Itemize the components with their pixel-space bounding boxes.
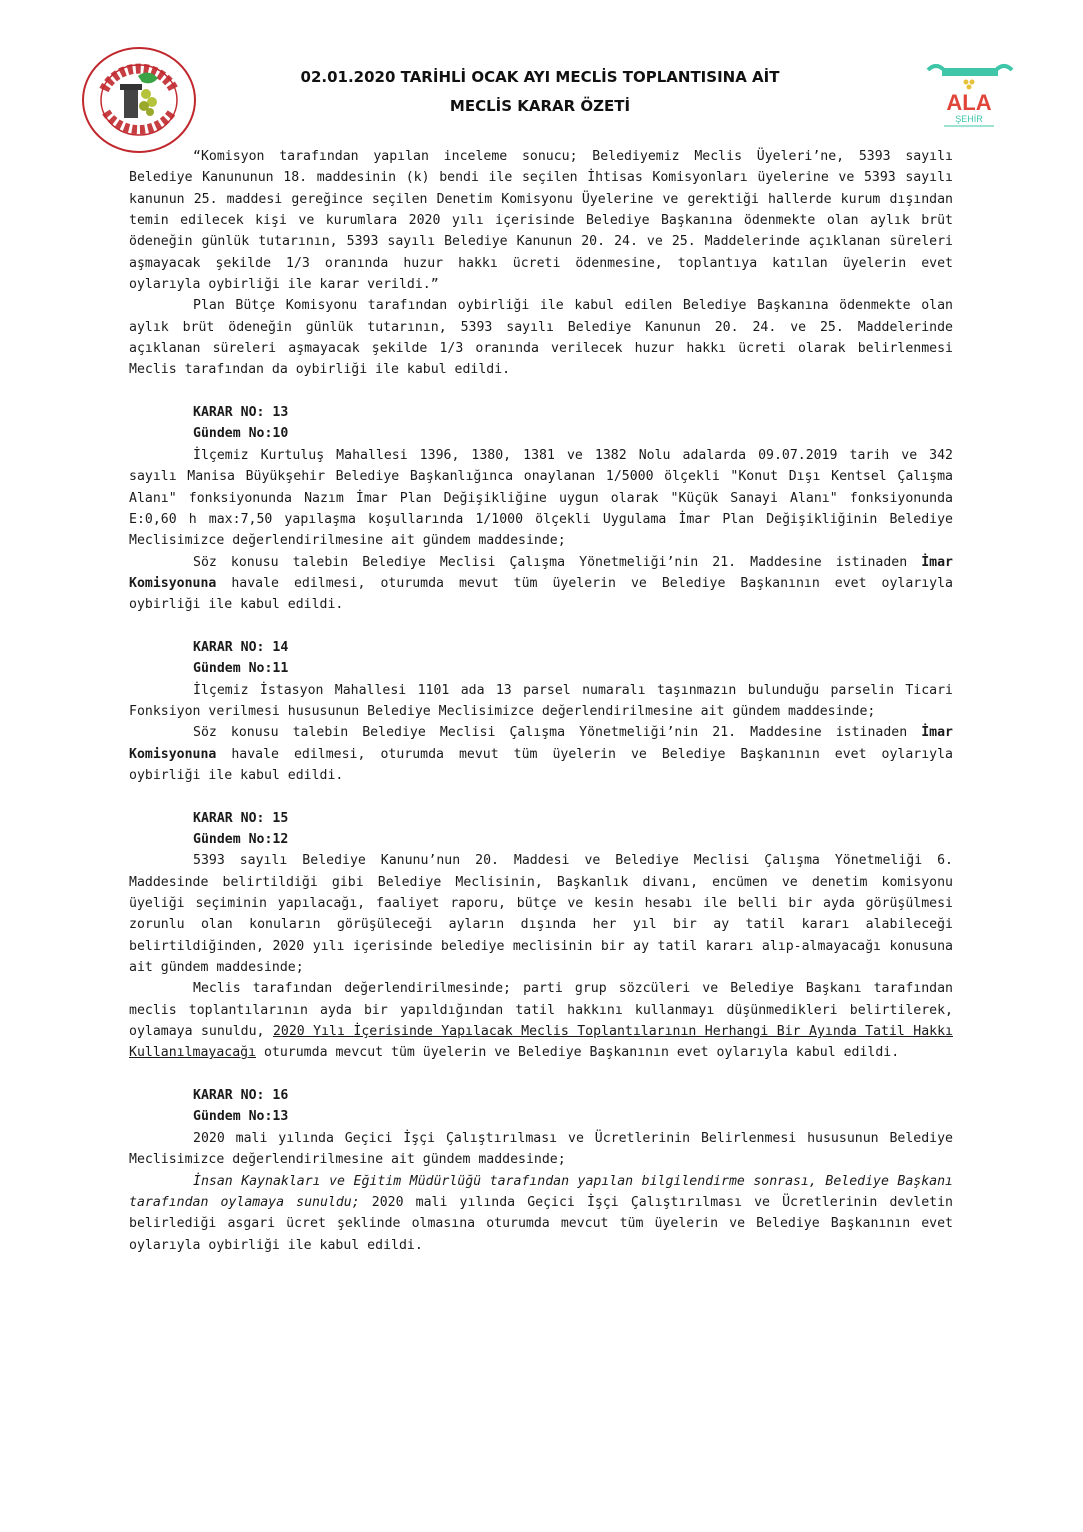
gundem-no-11: Gündem No:11	[193, 661, 289, 677]
decision-14-text: İlçemiz İstasyon Mahallesi 1101 ada 13 parsel numaralı taşınmazın bulunduğu parselin Ticari Fonksiyon verilmesi hususunun Belediye Meclisimizce değerlendirilmesine ait gündem maddesinde;	[129, 682, 953, 719]
karar-no-16: KARAR NO: 16	[193, 1088, 289, 1104]
svg-text:ALA: ALA	[946, 90, 992, 115]
karar-no-14: KARAR NO: 14	[193, 639, 289, 655]
decision-16-result: İnsan Kaynakları ve Eğitim Müdürlüğü tarafından yapılan bilgilendirme sonrası, Belediye Başkanı tarafından oylamaya sunuldu; 2020 mali yılında Geçici İşçi Çalıştırılması ve Ücretlerinin devletin belirlediği asgari ücret şeklinde olmasına oturumda mevcut tüm üyelerin ve Belediye Başkanının evet oylarıyla oybirliği ile kabul edildi.	[129, 1173, 953, 1253]
karar-no-15: KARAR NO: 15	[193, 810, 289, 826]
gundem-no-10: Gündem No:10	[193, 426, 289, 442]
alasehir-belediyesi-logo	[80, 46, 198, 154]
page-title-line-1: 02.01.2020 TARİHLİ OCAK AYI MECLİS TOPLANTISINA AİT	[300, 68, 780, 86]
decision-15-result: Meclis tarafından değerlendirilmesinde; parti grup sözcüleri ve Belediye Başkanı tarafından meclis toplantılarının ayda bir yapıldığından tatil hakkını kullanmayı düşünmedikleri belirtilerek, oylamaya sunuldu, 2020 Yılı İçerisinde Yapılacak Meclis Toplantılarının Herhangi Bir Ayında Tatil Hakkı Kullanılmayacağı oturumda mevcut tüm üyelerin ve Belediye Başkanının evet oylarıyla kabul edildi.	[129, 981, 953, 1061]
decision-16-text: 2020 mali yılında Geçici İşçi Çalıştırılması ve Ücretlerinin Belirlenmesi hususunun Belediye Meclisimizce değerlendirilmesine ait gündem maddesinde;	[129, 1130, 953, 1168]
intro-paragraph-2: Plan Bütçe Komisyonu tarafından oybirliği ile kabul edilen Belediye Başkanına ödenmekte olan aylık brüt ödeneğin günlük tutarının, 5393 sayılı Belediye Kanunun 20. 24. ve 25. Maddelerinde açıklanan süreleri aşmayacak şekilde 1/3 oranında verilecek huzur hakkı ücreti olarak belirlenmesi Meclis tarafından da oybirliği ile kabul edildi.	[129, 298, 953, 378]
svg-text:ŞEHİR: ŞEHİR	[955, 114, 983, 124]
gundem-no-13: Gündem No:13	[193, 1109, 289, 1125]
gundem-no-12: Gündem No:12	[193, 832, 289, 847]
intro-paragraph-1: “Komisyon tarafından yapılan inceleme sonucu; Belediyemiz Meclis Üyeleri’ne, 5393 sayılı Belediye Kanununun 18. maddesinin (k) bendi ile seçilen İhtisas Komisyonları üyelerine ve 5393 sayılı kanunun 25. maddesi gereğince seçilen Denetim Komisyonu Üyelerine ve gerektiği hallerde kurum dışından temin edilecek kişi ve kurumlara 2020 yılı içerisinde Belediye Başkanına ödenmekte olan aylık brüt ödeneğin günlük tutarının, 5393 sayılı Belediye Kanunun 20. 24. ve 25. Maddelerinde açıklanan süreleri aşmayacak şekilde 1/3 oranında huzur hakkı ücreti ödenmesine, toplantıya katılan üyelerin evet oylarıyla oybirliği ile karar verildi.”	[129, 149, 953, 293]
page-title-line-2: MECLİS KARAR ÖZETİ	[449, 97, 631, 115]
decision-13-text: İlçemiz Kurtuluş Mahallesi 1396, 1380, 1381 ve 1382 Nolu adalarda 09.07.2019 tarih ve 342 sayılı Manisa Büyükşehir Belediye Başkanlığınca onaylanan 1/5000 ölçekli "Konut Dışı Kentsel Çalışma Alanı" fonksiyonunda Nazım İmar Plan Değişikliğine uygun olarak "Küçük Sanayi Alanı" fonksiyonunda E:0,60 h max:7,50 yapılaşma koşullarında 1/1000 ölçekli Uygulama İmar Plan Değişikliğinin Belediye Meclisimizce değerlendirilmesine ait gündem maddesinde;	[129, 447, 953, 549]
document-body	[129, 146, 953, 1256]
decision-13-result: Söz konusu talebin Belediye Meclisi Çalışma Yönetmeliği’nin 21. Maddesine istinaden İmar Komisyonuna havale edilmesi, oturumda mevut tüm üyelerin ve Belediye Başkanının evet oylarıyla oybirliği ile kabul edildi.	[129, 554, 953, 613]
ala-sehir-logo	[922, 60, 1017, 132]
karar-no-13: KARAR NO: 13	[193, 405, 289, 421]
decision-14-result: Söz konusu talebin Belediye Meclisi Çalışma Yönetmeliği’nin 21. Maddesine istinaden İmar Komisyonuna havale edilmesi, oturumda mevut tüm üyelerin ve Belediye Başkanının evet oylarıyla oybirliği ile kabul edildi.	[129, 725, 953, 783]
decision-15-text: 5393 sayılı Belediye Kanunu’nun 20. Maddesi ve Belediye Meclisi Çalışma Yönetmeliği 6. Maddesinde belirtildiği gibi Belediye Meclisinin, Başkanlık divanı, encümen ve denetim komisyonu üyeliği seçiminin yapılacağı, faaliyet raporu, bütçe ve kesin hesabı ile belli bir ayda görüşülmesi zorunlu olan konuların görüşüleceği ayların dışında her yıl bir ay tatil kararı alabileceği belirtildiğinden, 2020 yılı içerisinde belediye meclisinin bir ay tatil kararı alıp-almayacağı konusuna ait gündem maddesinde;	[129, 853, 953, 976]
page-header	[0, 0, 1083, 150]
